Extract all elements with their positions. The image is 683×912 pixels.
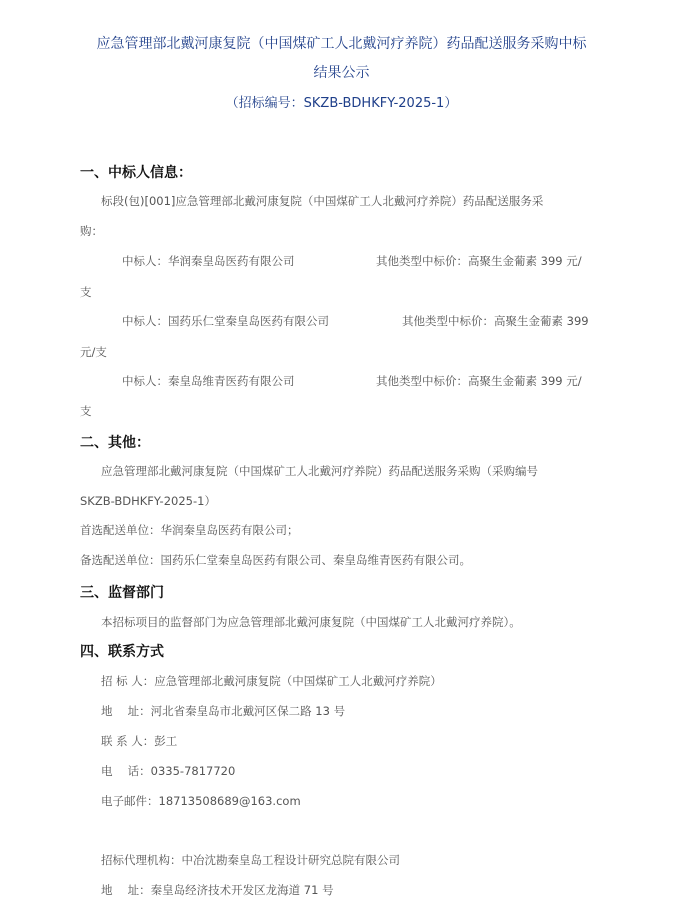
primary-delivery-unit: 首选配送单位：华润秦皇岛医药有限公司； xyxy=(80,523,299,537)
other-paragraph-line1: 应急管理部北戴河康复院（中国煤矿工人北戴河疗养院）药品配送服务采购（采购编号 xyxy=(101,464,538,478)
notice-title-line1: 应急管理部北戴河康复院（中国煤矿工人北戴河疗养院）药品配送服务采购中标 xyxy=(96,36,587,52)
contact-phone: 电 话：0335-7817720 xyxy=(101,764,236,778)
section-contact-heading: 四、联系方式 xyxy=(80,644,164,660)
winner-2-name: 中标人：国药乐仁堂秦皇岛医药有限公司 xyxy=(122,314,329,328)
section-winner-info-heading: 一、中标人信息： xyxy=(80,165,192,181)
winner-1-price: 其他类型中标价：高聚生金葡素 399 元/ xyxy=(376,254,582,268)
notice-title-line2: 结果公示 xyxy=(313,65,370,81)
other-paragraph-line2: SKZB-BDHKFY-2025-1） xyxy=(80,494,216,508)
winner-2-price: 其他类型中标价：高聚生金葡素 399 xyxy=(402,314,589,328)
winner-2-price-cont: 元/支 xyxy=(80,345,107,359)
contact-tenderer: 招 标 人：应急管理部北戴河康复院（中国煤矿工人北戴河疗养院） xyxy=(101,674,442,688)
section-other-heading: 二、其他： xyxy=(80,435,150,451)
contact-address: 地 址：河北省秦皇岛市北戴河区保二路 13 号 xyxy=(101,704,346,718)
bid-number: （招标编号：SKZB-BDHKFY-2025-1） xyxy=(225,96,458,111)
lot-description-line2: 购： xyxy=(80,224,103,238)
agency-name: 招标代理机构：中冶沈勘秦皇岛工程设计研究总院有限公司 xyxy=(101,853,400,867)
backup-delivery-unit: 备选配送单位：国药乐仁堂秦皇岛医药有限公司、秦皇岛维青医药有限公司。 xyxy=(80,553,471,567)
section-supervision-heading: 三、监督部门 xyxy=(80,585,164,601)
contact-email[interactable]: 电子邮件：18713508689@163.com xyxy=(101,794,301,808)
lot-description-line1: 标段(包)[001]应急管理部北戴河康复院（中国煤矿工人北戴河疗养院）药品配送服务采 xyxy=(101,194,544,208)
agency-address: 地 址：秦皇岛经济技术开发区龙海道 71 号 xyxy=(101,883,334,897)
winner-1-name: 中标人：华润秦皇岛医药有限公司 xyxy=(122,254,295,268)
winner-3-name: 中标人：秦皇岛维青医药有限公司 xyxy=(122,374,295,388)
supervision-text: 本招标项目的监督部门为应急管理部北戴河康复院（中国煤矿工人北戴河疗养院）。 xyxy=(101,615,521,629)
winner-3-price: 其他类型中标价：高聚生金葡素 399 元/ xyxy=(376,374,582,388)
contact-person: 联 系 人：彭工 xyxy=(101,734,178,748)
winner-1-price-cont: 支 xyxy=(80,285,92,299)
winner-3-price-cont: 支 xyxy=(80,404,92,418)
